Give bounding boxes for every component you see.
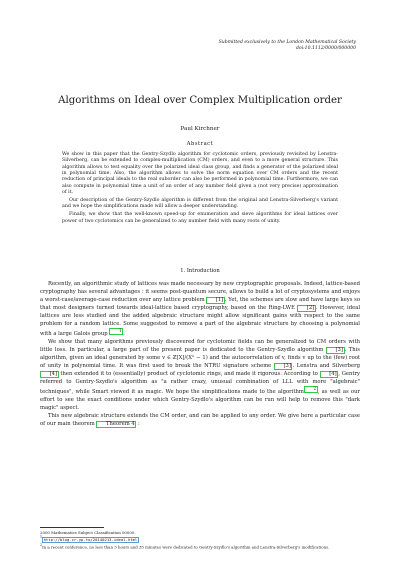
journal-header — [219, 40, 356, 52]
footnotes — [40, 530, 360, 549]
doi: doi:10.1112/0000/000000 — [295, 46, 356, 51]
paragraph-text: . Lenstra and Silverberg — [292, 363, 360, 370]
section-heading: 1. Introduction — [180, 268, 220, 274]
paragraph-text: then extended it to (essentially) product of cyclotomic rings, and made it rigorous. According to — [60, 371, 318, 378]
paragraph-text: . — [123, 331, 125, 338]
paragraph-text: . Yet, the schemes are slow and have large keys so that most designers turned towards ideal-lattice based cryptography, based on the Ring-LWE — [40, 297, 361, 312]
citation-link[interactable]: [4] — [40, 371, 59, 378]
footnote-text: In a recent conference, no less than 3 hours and 35 minutes were dedicated to Gentry-Szydlo's algorithm and Lenstra-Silverberg's modifications. — [42, 543, 330, 549]
intro-paragraph — [40, 412, 360, 428]
theorem-link[interactable]: Theorem 4 — [96, 421, 136, 428]
abstract-paragraph: Finally, we show that the well-known speed-up for enumeration and sieve algorithms for ideal lattices over power of two cyclotomics can be generalized to any number field with many roots of unity. — [62, 212, 338, 224]
paper-title: Algorithms on Ideal over Complex Multiplication order — [58, 95, 342, 106]
paragraph-text: . However, ideal lattices are less studied and the added algebraic structure might allow significant gains with respect to the same problem for a random lattice. Some suggested to remove a part of the algebraic structure by choosing a polynomial with a large Galois group — [40, 305, 361, 338]
citation-link[interactable]: [3] — [326, 347, 345, 354]
abstract-body — [62, 152, 338, 227]
abstract-paragraph: We show in this paper that the Gentry-Szydlo algorithm for cyclotomic orders, previously revisited by Lenstra-Silverberg, can be extended to complex-multiplication (CM) orders, and even to a more general structure. This algorithm allows to test equality over the polarized ideal class group, and finds a generator of the polarized ideal in polynomial time. Also, the algorithm allows to solve the norm equation over CM orders and the recent reduction of principal ideals to the real suborder can also be performed in polynomial time. Furthermore, we can also compute in polynomial time a unit of an order of any number field given a (not very precise) approximation of it. — [62, 152, 338, 196]
paragraph-text: . This algorithm, given an ideal generated by some v ∈ ℤ[X]/(Xⁿ − 1) and the autocorrelation of v, finds v up to the (few) root of unity in polynomial time. It was first used to break the NTRU signature scheme — [40, 347, 360, 370]
footnote-1 — [40, 535, 360, 542]
paragraph-text: We show that many algorithms previously discovered for cyclotomic fields can be generalized to CM orders with little loss. In particular, a large part of the present paper is dedicated to the Gentry-Szydlo algorithm — [40, 339, 360, 354]
intro-paragraph — [40, 280, 360, 338]
footnote-rule — [40, 527, 104, 528]
intro-paragraph — [40, 338, 360, 412]
citation-link[interactable]: [4] — [320, 371, 339, 378]
citation-link[interactable]: [2] — [297, 305, 316, 312]
abstract-paragraph: Our description of the Gentry-Szydlo algorithm is different from the original and Lenstra-Silverberg's variant and we hope the simplifications made will allow a deeper understanding. — [62, 198, 338, 210]
footnote-link[interactable]: 1 — [109, 328, 123, 335]
paragraph-text: : — [137, 421, 140, 428]
author-name: Paul Kirchner — [180, 126, 220, 132]
citation-link[interactable]: [3] — [274, 363, 293, 370]
footnote-link[interactable]: 2 — [304, 386, 318, 393]
introduction-body — [40, 280, 360, 428]
paragraph-text: Recently, an algorithmic study of lattices was made necessary by new cryptographic proposals. Indeed, lattice-based cryptography has several advantages : it seems post-quantum secure, allows to build a lot of cryptosystems and enjoys a worst-case/average-case reduction over any lattice problem — [40, 281, 360, 304]
submission-note: Submitted exclusively to the London Mathematical Society — [218, 40, 356, 45]
footnote-mark: 2 — [40, 542, 43, 547]
msc-classification: 2000 Mathematics Subject Classification 00000. — [40, 530, 136, 535]
citation-link[interactable]: [1] — [206, 297, 225, 304]
footnote-url-link[interactable]: http://blog.cr.yp.to/20140213-ideal.html — [43, 536, 138, 542]
paragraph-text: , Gentry referred to Gentry-Szydlo's algorithm as "a rather crazy, unusual combination of LLL with more "algebraic" techniques", while Smart viewed it as magic. We hope the simplifications made to the algorithm — [40, 371, 361, 396]
footnote-2 — [40, 543, 360, 550]
abstract-heading: Abstract — [186, 141, 214, 147]
paragraph-text: , as well as our effort to see the exact conditions under which Gentry-Szydlo's algorithm can be run will help to remove this "dark magic" aspect. — [40, 389, 360, 412]
footnote-mark: 1 — [40, 535, 43, 540]
paragraph-text: This new algebraic structure extends the CM order, and can be applied to any order. We give here a particular case of our main theorem — [40, 413, 360, 428]
